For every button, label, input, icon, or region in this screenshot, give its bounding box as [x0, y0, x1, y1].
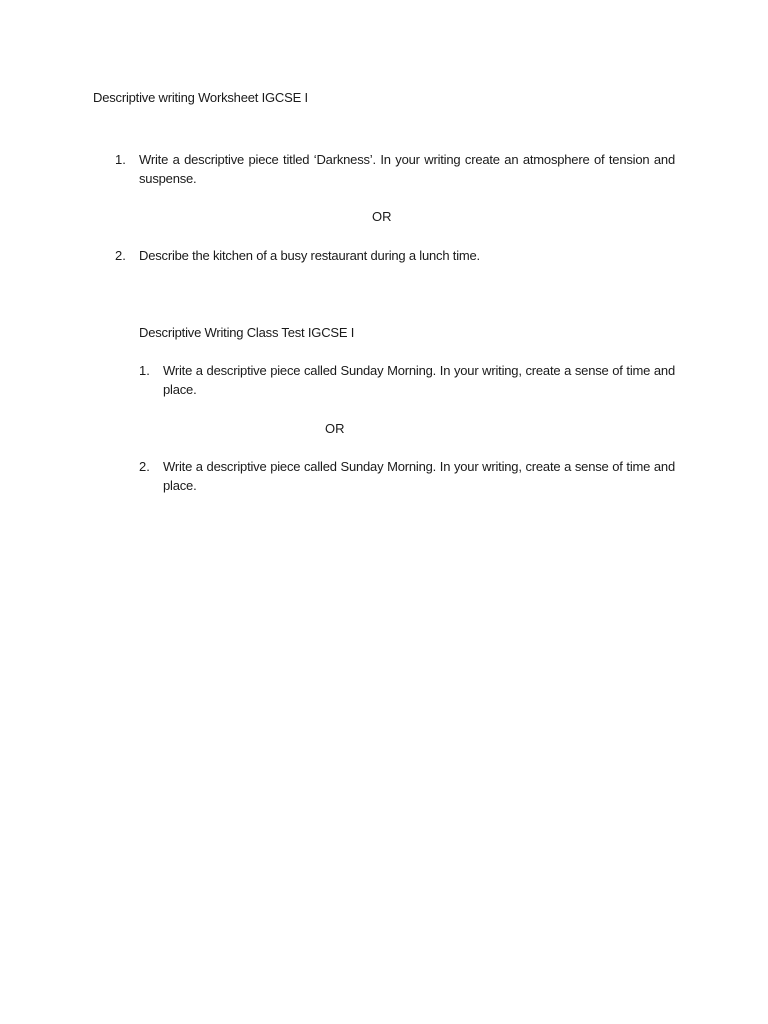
class-test-or-separator: OR [325, 421, 345, 436]
question-text: Write a descriptive piece titled ‘Darkness’. In your writing create an atmosphere of tension and suspense. [139, 152, 675, 186]
question-number: 2. [139, 459, 150, 474]
class-test-question-2 [139, 457, 675, 495]
question-number: 2. [115, 248, 126, 263]
worksheet-question-1 [115, 150, 675, 188]
question-text: Describe the kitchen of a busy restaurant during a lunch time. [139, 248, 480, 263]
worksheet-title: Descriptive writing Worksheet IGCSE I [93, 90, 308, 105]
worksheet-question-2 [115, 246, 675, 265]
question-text: Write a descriptive piece called Sunday Morning. In your writing, create a sense of time and place. [163, 459, 675, 493]
class-test-title: Descriptive Writing Class Test IGCSE I [139, 325, 355, 340]
question-number: 1. [139, 363, 150, 378]
worksheet-or-separator: OR [372, 209, 392, 224]
question-text: Write a descriptive piece called Sunday Morning. In your writing, create a sense of time and place. [163, 363, 675, 397]
question-number: 1. [115, 152, 126, 167]
class-test-question-1 [139, 361, 675, 399]
